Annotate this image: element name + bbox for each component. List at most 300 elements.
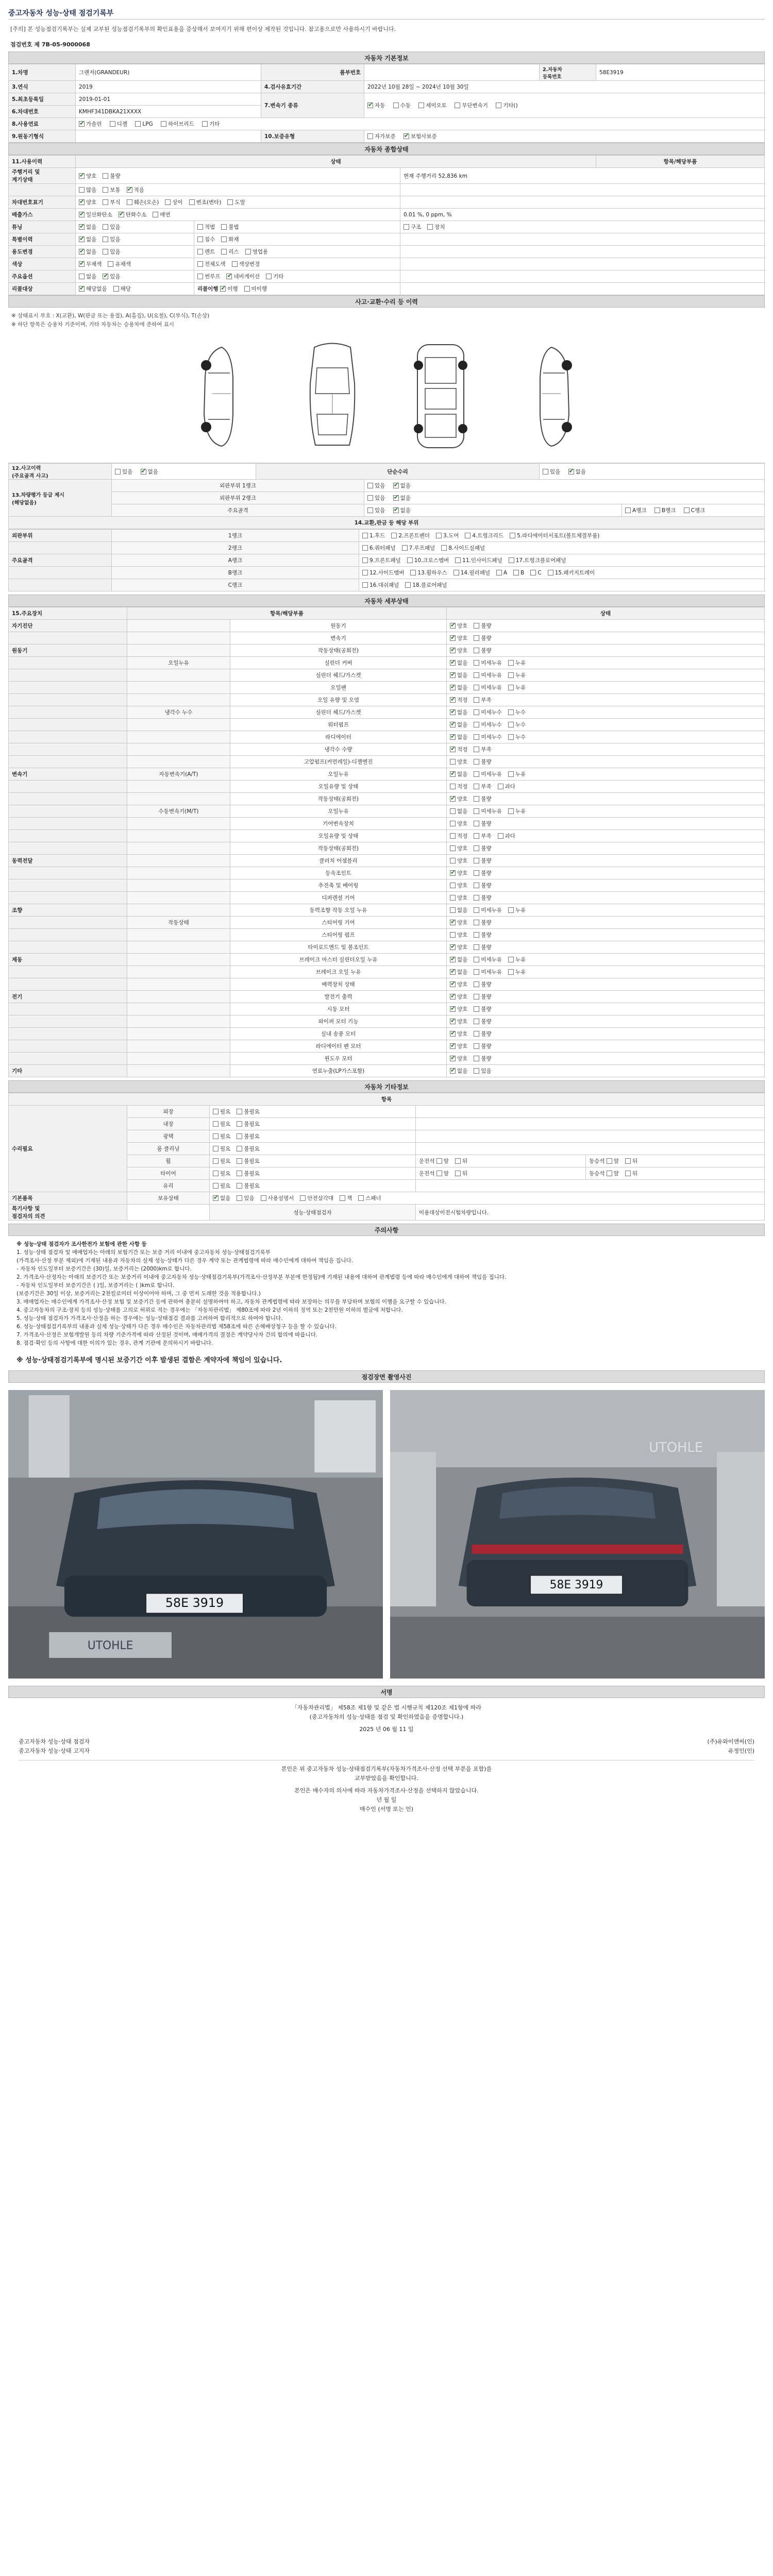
checkbox-icon — [237, 1158, 242, 1164]
state-option[interactable] — [508, 721, 526, 728]
state-option[interactable] — [474, 993, 491, 1001]
check-option[interactable] — [79, 248, 96, 256]
check-option[interactable] — [221, 235, 239, 243]
part-option[interactable] — [530, 570, 541, 576]
check-option[interactable] — [436, 1157, 449, 1165]
check-option[interactable] — [108, 260, 130, 268]
part-option[interactable] — [362, 569, 404, 577]
check-option[interactable] — [237, 1170, 259, 1177]
accident-opt-no[interactable]: ✔ 없음 — [141, 468, 158, 476]
checkbox-icon — [79, 261, 85, 267]
grade-opt[interactable]: B랭크 — [654, 506, 676, 514]
overall-row-extra — [194, 270, 400, 283]
fuel-opt[interactable]: ✔ 가솔린 — [79, 120, 102, 128]
state-option[interactable] — [450, 844, 467, 852]
state-option[interactable] — [508, 770, 526, 778]
state-option[interactable] — [508, 906, 526, 914]
state-option[interactable] — [474, 634, 491, 642]
state-option[interactable] — [474, 659, 502, 667]
option-label: 미세누유 — [481, 685, 502, 691]
checkbox-icon — [450, 697, 456, 703]
check-option[interactable] — [127, 198, 159, 206]
check-option[interactable] — [213, 1108, 230, 1115]
state-option[interactable] — [474, 783, 491, 790]
option-label: 16.대쉬패널 — [369, 582, 399, 588]
option-label: 있음 — [110, 274, 121, 280]
part-option[interactable] — [410, 569, 447, 577]
part-option[interactable] — [496, 570, 507, 576]
detail-item: 오일팬 — [230, 682, 447, 694]
check-option[interactable] — [455, 1170, 467, 1177]
check-option[interactable] — [300, 1194, 333, 1202]
option-label: 장치 — [434, 224, 445, 230]
check-option[interactable] — [79, 198, 96, 206]
checkbox-icon — [119, 212, 124, 217]
check-option[interactable] — [213, 1194, 230, 1202]
checkbox-icon — [474, 808, 479, 814]
trans-opt[interactable]: 무단변속기 — [455, 101, 488, 109]
state-option[interactable] — [474, 968, 502, 976]
state-option[interactable] — [498, 832, 515, 840]
state-option[interactable] — [474, 1018, 491, 1025]
checkbox-icon — [607, 1171, 612, 1176]
simple-opt-yes[interactable]: 있음 — [543, 468, 560, 476]
buyer-sign[interactable]: 매수인 (서명 또는 인) — [359, 1806, 414, 1812]
checkbox-icon — [450, 1031, 456, 1037]
state-option[interactable] — [474, 906, 502, 914]
part-option[interactable] — [548, 569, 595, 577]
state-option[interactable] — [474, 1067, 491, 1075]
state-option[interactable] — [474, 696, 491, 704]
part-option[interactable] — [405, 581, 447, 589]
check-option[interactable] — [213, 1132, 230, 1140]
part-no-value — [364, 64, 540, 81]
detail-item: 작동상태(공회전) — [230, 842, 447, 855]
checkbox-icon — [474, 833, 479, 839]
state-option[interactable] — [508, 956, 526, 963]
check-option[interactable] — [197, 223, 215, 231]
check-option[interactable] — [237, 1157, 259, 1165]
check-option[interactable] — [237, 1182, 259, 1190]
option-label: 있음 — [481, 1068, 492, 1074]
checkbox-icon — [509, 557, 514, 563]
check-option[interactable] — [189, 198, 222, 206]
state-option[interactable] — [474, 708, 502, 716]
state-option[interactable] — [450, 993, 467, 1001]
state-option[interactable] — [450, 758, 467, 766]
parts-row — [9, 554, 765, 567]
check-option[interactable] — [213, 1157, 230, 1165]
checkbox-icon — [474, 623, 479, 629]
detail-state — [447, 941, 765, 954]
rank-opt[interactable]: 있음 — [367, 494, 385, 502]
state-option[interactable] — [474, 1030, 491, 1038]
check-option[interactable] — [237, 1194, 254, 1202]
check-option[interactable] — [625, 1157, 637, 1165]
state-option[interactable] — [450, 783, 467, 790]
check-option[interactable] — [455, 1157, 467, 1165]
detail-item: 오일유량 및 상태 — [230, 830, 447, 842]
checkbox-icon — [189, 199, 195, 205]
part-option[interactable] — [362, 532, 385, 539]
state-option[interactable] — [450, 869, 467, 877]
check-option[interactable] — [237, 1120, 259, 1128]
check-option[interactable] — [197, 235, 215, 243]
trans-opt[interactable]: 수동 — [393, 101, 411, 109]
part-option[interactable] — [362, 544, 396, 552]
part-option[interactable] — [453, 569, 490, 577]
simple-opt-no[interactable]: ✔ 없음 — [568, 468, 586, 476]
checkbox-icon — [237, 1121, 242, 1127]
state-option[interactable] — [474, 820, 491, 827]
state-option[interactable] — [450, 1055, 467, 1062]
option-label: 미세누유 — [481, 957, 502, 963]
state-option[interactable] — [450, 733, 467, 741]
checkbox-icon — [237, 1195, 242, 1201]
check-option[interactable] — [227, 198, 245, 206]
check-option[interactable] — [119, 211, 147, 218]
checkbox-icon — [213, 1195, 219, 1201]
option-label: 침수 — [205, 236, 215, 243]
overall-row-options — [76, 246, 194, 258]
state-option[interactable] — [474, 1042, 491, 1050]
state-option[interactable] — [508, 733, 526, 741]
overall-row — [9, 196, 765, 209]
check-option[interactable] — [232, 260, 260, 268]
grade-opt[interactable]: C랭크 — [684, 506, 705, 514]
check-option[interactable] — [197, 273, 220, 280]
part-option[interactable] — [402, 544, 435, 552]
parts-group — [9, 542, 112, 554]
detail-subgroup — [127, 855, 230, 867]
state-option[interactable] — [474, 770, 502, 778]
part-option[interactable] — [407, 556, 449, 564]
option-label: 9.프론트패널 — [369, 557, 401, 564]
check-option[interactable] — [127, 186, 144, 194]
state-option[interactable] — [474, 832, 491, 840]
checkbox-icon — [474, 784, 479, 789]
accident-opt-yes[interactable]: 있음 — [115, 468, 132, 476]
rank-opt[interactable]: ✔ 없음 — [393, 482, 411, 489]
state-option[interactable] — [474, 919, 491, 926]
state-option[interactable] — [450, 745, 467, 753]
state-option[interactable] — [474, 956, 502, 963]
detail-subgroup: 냉각수 누수 — [127, 706, 230, 719]
detail-row — [9, 669, 765, 682]
detail-group — [9, 1003, 127, 1015]
check-option[interactable] — [607, 1157, 619, 1165]
state-option[interactable] — [474, 733, 502, 741]
state-option[interactable] — [450, 943, 467, 951]
option-label: 렌트 — [205, 249, 215, 255]
checkbox-icon — [202, 121, 208, 127]
part-option[interactable] — [362, 556, 401, 564]
state-option[interactable] — [474, 721, 502, 728]
state-option[interactable] — [474, 758, 491, 766]
detail-state — [447, 756, 765, 768]
part-option[interactable] — [509, 556, 566, 564]
detail-row — [9, 657, 765, 669]
option-label: 불량 — [481, 870, 492, 876]
state-option[interactable] — [450, 1018, 467, 1025]
part-option[interactable] — [513, 570, 524, 576]
check-option[interactable] — [197, 260, 226, 268]
state-option[interactable] — [508, 671, 526, 679]
check-option[interactable] — [358, 1194, 381, 1202]
check-option[interactable] — [79, 186, 96, 194]
check-option[interactable] — [153, 211, 170, 218]
part-option[interactable] — [510, 532, 599, 539]
rank-opt[interactable]: 있음 — [367, 482, 385, 489]
check-option[interactable] — [427, 223, 445, 231]
state-option[interactable] — [450, 1067, 467, 1075]
check-option[interactable] — [165, 198, 182, 206]
part-option[interactable] — [362, 581, 399, 589]
state-option[interactable] — [474, 869, 491, 877]
check-option[interactable] — [213, 1170, 230, 1177]
check-option[interactable] — [213, 1145, 230, 1153]
state-option[interactable] — [474, 857, 491, 865]
state-option[interactable] — [450, 708, 467, 716]
state-option[interactable] — [474, 807, 502, 815]
engine-type-label: 9.원동기형식 — [9, 130, 76, 143]
model-value: 그랜저(GRANDEUR) — [76, 64, 261, 81]
state-option[interactable] — [450, 906, 467, 914]
damage-legend: ※ 상태표시 부호 : X(교환), W(판금 또는 용접), A(흠집), U(요철), C(부식), T(손상) — [11, 313, 210, 319]
part-option[interactable] — [455, 556, 502, 564]
state-option[interactable] — [474, 894, 491, 902]
parts-group: 외판부위 — [9, 530, 112, 542]
state-option[interactable] — [450, 770, 467, 778]
part-option[interactable] — [441, 544, 485, 552]
state-option[interactable] — [474, 622, 491, 630]
state-option[interactable] — [450, 919, 467, 926]
fuel-opt[interactable]: 디젤 — [110, 120, 127, 128]
check-option[interactable] — [79, 211, 112, 218]
state-option[interactable] — [450, 968, 467, 976]
detail-state — [447, 731, 765, 743]
state-option[interactable] — [498, 783, 515, 790]
grade-opt[interactable]: A랭크 — [625, 506, 646, 514]
checkbox-icon — [127, 199, 132, 205]
check-option[interactable] — [237, 1108, 259, 1115]
check-option[interactable] — [79, 273, 96, 280]
check-option[interactable] — [245, 248, 268, 256]
overall-state-title: 자동차 종합상태 — [8, 143, 765, 155]
checkbox-icon — [450, 907, 456, 913]
detail-group — [9, 978, 127, 991]
detail-state — [447, 917, 765, 929]
check-option[interactable] — [113, 285, 131, 293]
state-option[interactable] — [474, 745, 491, 753]
state-option[interactable] — [450, 931, 467, 939]
check-option[interactable] — [79, 223, 96, 231]
state-option[interactable] — [450, 721, 467, 728]
state-option[interactable] — [474, 931, 491, 939]
state-option[interactable] — [450, 807, 467, 815]
warranty-opt[interactable]: 자가보증 — [367, 132, 396, 140]
check-option[interactable] — [103, 223, 120, 231]
state-option[interactable] — [508, 807, 526, 815]
trans-opt[interactable]: 세미오토 — [418, 101, 447, 109]
state-option[interactable] — [474, 684, 502, 691]
check-option[interactable] — [266, 273, 283, 280]
state-option[interactable] — [450, 882, 467, 889]
check-option[interactable] — [79, 285, 107, 293]
check-option[interactable] — [221, 223, 239, 231]
state-option[interactable] — [450, 980, 467, 988]
checkbox-icon — [79, 249, 85, 255]
basic-items-label: 기본품목 — [9, 1192, 127, 1205]
state-option[interactable] — [474, 882, 491, 889]
check-option[interactable] — [213, 1120, 230, 1128]
state-option[interactable] — [450, 647, 467, 654]
checkbox-icon — [367, 507, 373, 513]
check-option[interactable] — [103, 273, 120, 280]
checkbox-icon — [510, 533, 515, 538]
state-option[interactable] — [474, 844, 491, 852]
state-option[interactable] — [474, 671, 502, 679]
check-option[interactable] — [220, 285, 238, 293]
check-option[interactable] — [340, 1194, 352, 1202]
state-option[interactable] — [450, 696, 467, 704]
other-state — [210, 1180, 416, 1192]
detail-item: 작동상태(공회전) — [230, 793, 447, 805]
state-option[interactable] — [450, 659, 467, 667]
rank-opt[interactable]: ✔ 없음 — [393, 506, 411, 514]
detail-subgroup — [127, 867, 230, 879]
state-option[interactable] — [450, 795, 467, 803]
state-option[interactable] — [474, 795, 491, 803]
check-option[interactable] — [213, 1182, 230, 1190]
detail-subgroup — [127, 669, 230, 682]
state-option[interactable] — [508, 968, 526, 976]
part-option[interactable] — [465, 532, 503, 539]
check-option[interactable] — [197, 248, 215, 256]
detail-state — [447, 632, 765, 645]
option-label: 있음 — [110, 224, 121, 230]
state-option[interactable] — [474, 1005, 491, 1013]
check-option[interactable] — [607, 1170, 619, 1177]
check-option[interactable] — [103, 198, 120, 206]
checkbox-icon — [362, 545, 368, 551]
state-option[interactable] — [508, 659, 526, 667]
rank-opt[interactable]: ✔ 없음 — [393, 494, 411, 502]
option-label: 양호 — [457, 1031, 468, 1037]
detail-group — [9, 929, 127, 941]
check-option[interactable] — [244, 285, 267, 293]
checkbox-icon — [79, 236, 85, 242]
check-option[interactable] — [261, 1194, 294, 1202]
detail-subgroup: 오일누유 — [127, 657, 230, 669]
checkbox-icon — [367, 133, 373, 139]
check-option[interactable] — [237, 1132, 259, 1140]
state-option[interactable] — [450, 894, 467, 902]
detail-subgroup — [127, 1003, 230, 1015]
checkbox-icon — [530, 570, 536, 575]
part-option[interactable] — [391, 532, 430, 539]
state-option[interactable] — [450, 820, 467, 827]
fuel-opt[interactable]: 하이브리드 — [161, 120, 194, 128]
check-option[interactable] — [79, 260, 102, 268]
state-option[interactable] — [450, 622, 467, 630]
checkbox-icon — [474, 635, 479, 641]
check-option[interactable] — [404, 223, 421, 231]
detail-state — [447, 892, 765, 904]
checkbox-icon — [508, 907, 514, 913]
check-option[interactable] — [103, 172, 120, 180]
option-label: 도말 — [234, 199, 245, 206]
option-label: 미세누유 — [481, 808, 502, 815]
option-label: 불법 — [228, 224, 239, 230]
state-option[interactable] — [450, 832, 467, 840]
receipt-line1: 본인은 위 중고자동차 성능·상태점검기록부(자동차가격조사·산정 선택 부분을 포함)를 — [281, 1766, 492, 1772]
state-option[interactable] — [450, 671, 467, 679]
detail-item: 클러치 어셈블리 — [230, 855, 447, 867]
state-option[interactable] — [450, 956, 467, 963]
check-option[interactable] — [103, 186, 120, 194]
warranty-opt[interactable]: ✔ 보험사보증 — [404, 132, 437, 140]
checkbox-icon — [79, 187, 85, 193]
state-option[interactable] — [508, 708, 526, 716]
check-option[interactable] — [103, 235, 120, 243]
check-option[interactable] — [237, 1145, 259, 1153]
option-label: 없음 — [457, 1068, 468, 1074]
state-option[interactable] — [508, 684, 526, 691]
checkbox-icon — [110, 121, 115, 127]
car-front-top-icon — [294, 337, 371, 455]
front-car-image — [8, 1390, 383, 1679]
checkbox-icon — [362, 533, 368, 538]
check-option[interactable] — [625, 1170, 637, 1177]
sign-line1: 「자동차관리법」 제58조 제1항 및 같은 법 시행규칙 제120조 제1항에 따라 — [291, 1704, 482, 1711]
check-option[interactable] — [221, 248, 239, 256]
state-option[interactable] — [450, 634, 467, 642]
option-label: 필요 — [220, 1109, 231, 1115]
part-option[interactable] — [436, 532, 459, 539]
fuel-opt[interactable]: 기타 — [202, 120, 220, 128]
frame-grade-options — [622, 504, 765, 517]
option-label: 스패너 — [365, 1195, 381, 1201]
state-option[interactable] — [450, 684, 467, 691]
option-label: 앞 — [613, 1158, 619, 1164]
state-option[interactable] — [474, 1055, 491, 1062]
option-label: 적정 — [457, 697, 468, 703]
check-option[interactable] — [226, 273, 260, 280]
check-option[interactable] — [79, 172, 96, 180]
rank-opt[interactable]: 있음 — [367, 506, 385, 514]
state-option[interactable] — [474, 980, 491, 988]
checkbox-icon — [450, 957, 456, 962]
state-option[interactable] — [450, 857, 467, 865]
state-option[interactable] — [450, 1030, 467, 1038]
state-option[interactable] — [450, 1042, 467, 1050]
check-option[interactable] — [103, 248, 120, 256]
detail-row — [9, 805, 765, 818]
check-option[interactable] — [79, 235, 96, 243]
option-label: 없음 — [457, 808, 468, 815]
detail-group — [9, 842, 127, 855]
fuel-opt[interactable]: LPG — [135, 121, 153, 127]
trans-opt[interactable]: 기타() — [496, 101, 517, 109]
parts-rank: B랭크 — [112, 567, 359, 579]
trans-opt[interactable]: ✔ 자동 — [367, 101, 385, 109]
state-option[interactable] — [450, 1005, 467, 1013]
checkbox-icon — [450, 1068, 456, 1074]
state-option[interactable] — [474, 647, 491, 654]
state-option[interactable] — [474, 943, 491, 951]
check-option[interactable] — [436, 1170, 449, 1177]
